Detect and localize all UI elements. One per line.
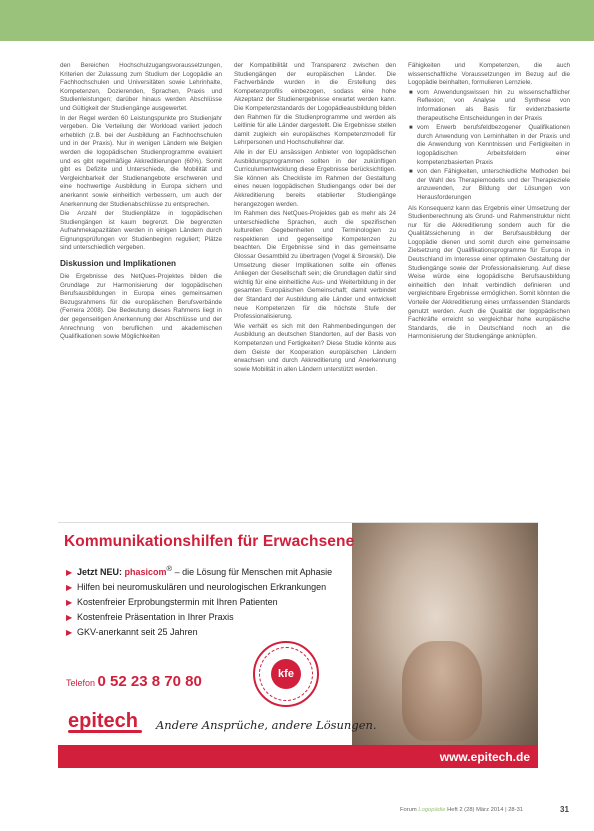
section-heading: Diskussion und Implikationen xyxy=(60,259,177,269)
arrow-right-icon: ▶ xyxy=(66,568,73,577)
ad-website-link[interactable]: www.epitech.de xyxy=(439,750,530,764)
paragraph: Fähigkeiten und Kompetenzen, die auch wissenschaftliche Voraussetzungen im Bezug auf die Logopädie beinhalten, formulieren Lernziele. xyxy=(408,62,570,87)
list-item: ■ vom Erwerb berufsfeldbezogener Qualifikationen durch Anwendung von Lerninhalten in der Praxis und die Anwendung von Kenntnissen und Fertigkeiten in logopädischen Arbeitsfeldern einer kompetenzbasierten Praxis xyxy=(409,124,570,166)
ad-feature-item: ▶ GKV-anerkannt seit 25 Jahren xyxy=(66,625,332,640)
ad-feature-item: ▶ Jetzt NEU: phasicom® – die Lösung für Menschen mit Aphasie xyxy=(66,561,332,580)
paragraph: In der Regel werden 60 Leistungspunkte pro Studienjahr vergeben. Die Verteilung der Workload variiert jedoch erheblich (z.B. bei der Ausbildung an Fachhochschulen und in der Praxis). Nur in wenigen Ländern wie Belgien werden die logopädischen Studienprogramme evaluiert und es gibt regelmäßige Akkreditierungen (60%). Somit gibt es Defizite und Unterschiede, die Mobilität und Vergleichbarkeit der Studienangebote erschweren und eine hochwertige Ausbildung in Europa sichern und anerkannt sowie einheitlich verbessern, um auch der Anerkennung der Studienabschlüsse zu entsprechen. xyxy=(60,114,222,208)
ad-footer-band xyxy=(58,745,538,768)
ad-photo-elderly-man xyxy=(352,523,538,768)
bullet-list xyxy=(408,89,570,203)
list-item: ■ von den Fähigkeiten, unterschiedliche Methoden bei der Wahl des Therapiemodells und der Therapieziele anzuwenden, zur Bildung der Lösungen von Herausforderungen xyxy=(409,168,570,201)
kfe-seal-label: kfe xyxy=(271,659,301,689)
text-column-3 xyxy=(408,62,570,343)
kfe-seal-icon xyxy=(253,641,319,707)
paragraph: Alle in der EU ansässigen Anbieter von logopädischen Ausbildungsprogrammen sollten in der zukünftigen Curriculumentwicklung diese Ergebnisse berücksichtigen. Sie können als Checkliste im Rahmen der Gestaltung eines neuen logopädischen Studiengangs oder bei der Akkreditierung bereits etablierter Studiengänge herangezogen werden. xyxy=(234,148,396,208)
list-item: ■ vom Anwendungswissen hin zu wissenschaftlicher Reflexion; von Analyse und Synthese von Informationen als Basis für evidenzbasierte therapeutische Entscheidungen in der Praxis xyxy=(409,88,570,122)
advertisement[interactable] xyxy=(58,522,538,768)
page-footer: Forum Logopädie Heft 2 (28) März 2014 | 28-31 xyxy=(400,807,524,813)
arrow-right-icon: ▶ xyxy=(66,598,73,607)
ad-feature-item: ▶ Kostenfreier Erprobungstermin mit Ihren Patienten xyxy=(66,595,332,610)
square-bullet-icon: ■ xyxy=(409,125,413,132)
ad-phone[interactable]: Telefon 0 52 23 8 70 80 xyxy=(66,673,202,690)
square-bullet-icon: ■ xyxy=(409,89,413,96)
ad-title: Kommunikationshilfen für Erwachsene xyxy=(64,533,355,550)
paragraph: Als Konsequenz kann das Ergebnis einer Umsetzung der Studienberechnung als Grund- und Rahmenstruktur nicht nur für die Akkreditierung sondern auch für die Qualitätssicherung in der Berufsausbildung der Logopädie dienen und somit durch eine gemeinsame Zielsetzung der Qualifikationsprogramme für Europa in Deutschland im Interesse einer optimalen Gestaltung der Studiengänge sowie der Professionalisierung. Auf diese Weise würde eine logopädische Berufsausbildung einheitlich den Inhalt verbindlich definieren und vergleichbare Ergebnisse ermöglichen. Somit könnten die Vorteile der Akkreditierung eines umfassenden Standards genutzt werden. Auch die Qualität der logopädischen Fachkräfte erreicht so vergleichbar hohe europäische Standards, die in Deutschland noch an die Harmonisierung der Studiengänge anknüpfen. xyxy=(408,204,570,341)
paragraph: Wie verhält es sich mit den Rahmenbedingungen der Ausbildung an deutschen Standorten, auf der Basis von Kompetenzen und Fertigkeiten? Diese Studie könnte aus dem Geiste der Kooperation europäischen Ländern erwachsen und durch Akkreditierung und Anerkennung sowie Mobilität in allen Ländern unterstützt werden. xyxy=(234,322,396,373)
square-bullet-icon: ■ xyxy=(409,169,413,176)
paragraph: Die Anzahl der Studienplätze in logopädischen Studiengängen ist kaum begrenzt. Die begrenzten Aufnahmekapazitäten werden in einigen Ländern durch Eignungsprüfungen vor Studienbeginn reguliert; Plätze sind unterschiedlich vergeben. xyxy=(60,210,222,252)
ad-tagline: Andere Ansprüche, andere Lösungen. xyxy=(156,718,377,732)
ad-photo-hand xyxy=(402,641,482,741)
text-column-2 xyxy=(234,62,396,375)
paragraph: den Bereichen Hochschulzugangsvoraussetzungen, Kriterien der Zulassung zum Studium der Logopädie an Fachhochschulen und Universitäten sowie Lehrinhalte, Kompetenzen, Dozierenden, Sprachen, Praxis und Studienleistungen; darüber hinaus werden Abschlüsse und Gültigkeit der Studiengänge ausgewertet. xyxy=(60,62,222,112)
page-number: 31 xyxy=(560,805,569,814)
paragraph: der Kompatibilität und Transparenz zwischen den Studiengängen der europäischen Länder. Die Fachverbände wurden in die Erstellung des Kompetenzprofils einbezogen, sodass eine hohe Akzeptanz der Studienergebnisse erwartet werden kann. Die Kompetenzstandards der Logopädieausbildung bilden den Rahmen für die Studienprogramme und werden als Leitlinie für alle Länder dargestellt. Die Ergebnisse stellen damit zugleich ein europäisches Kompetenzmodell für Lehrpersonen und Hochschullehrer dar. xyxy=(234,62,396,147)
text-column-1 xyxy=(60,62,222,343)
ad-feature-item: ▶ Kostenfreie Präsentation in Ihrer Praxis xyxy=(66,610,332,625)
paragraph: Im Rahmen des NetQues-Projektes gab es mehr als 24 unterschiedliche Sprachen, auch die spezifischen kulturellen Gegebenheiten und Terminologien zu respektieren und gegenseitige Kompetenzen zu beachten. Die Ergebnisse sind in das gemeinsame Glossar Gesamtbild zu übertragen (Vogel & Sirowski). Die Umsetzung dieser Implikationen sollte ein offenes Anliegen der Gesellschaft sein; die Grundlagen dafür sind wichtig für eine einheitliche Aus- und Weiterbildung in der gesamten Europäischen Gemeinschaft; damit verbindet der Standard der Ausbildung alle Länder und entwickelt neue Kompetenzen für die höchste Stufe der Professionalisierung. xyxy=(234,210,396,321)
paragraph: Die Ergebnisse des NetQues-Projektes bilden die Grundlage zur Harmonisierung der logopädischen Berufsausbildungen in Europa eines gemeinsamen Bezugsrahmens für die europäischen Berufsverbände (Ferreira 2008). Die Bedeutung dieses Rahmens liegt in der gegenseitigen Anerkennung der Abschlüsse und der Anrechnung von beruflichen und akademischen Qualifikationen sowie Möglichkeiten xyxy=(60,273,222,341)
header-color-band xyxy=(0,0,594,41)
arrow-right-icon: ▶ xyxy=(66,613,73,622)
arrow-right-icon: ▶ xyxy=(66,628,73,637)
ad-feature-item: ▶ Hilfen bei neuromuskulären und neurologischen Erkrankungen xyxy=(66,580,332,595)
ad-feature-list xyxy=(66,561,332,640)
arrow-right-icon: ▶ xyxy=(66,583,73,592)
epitech-logo: epitech xyxy=(68,710,142,733)
